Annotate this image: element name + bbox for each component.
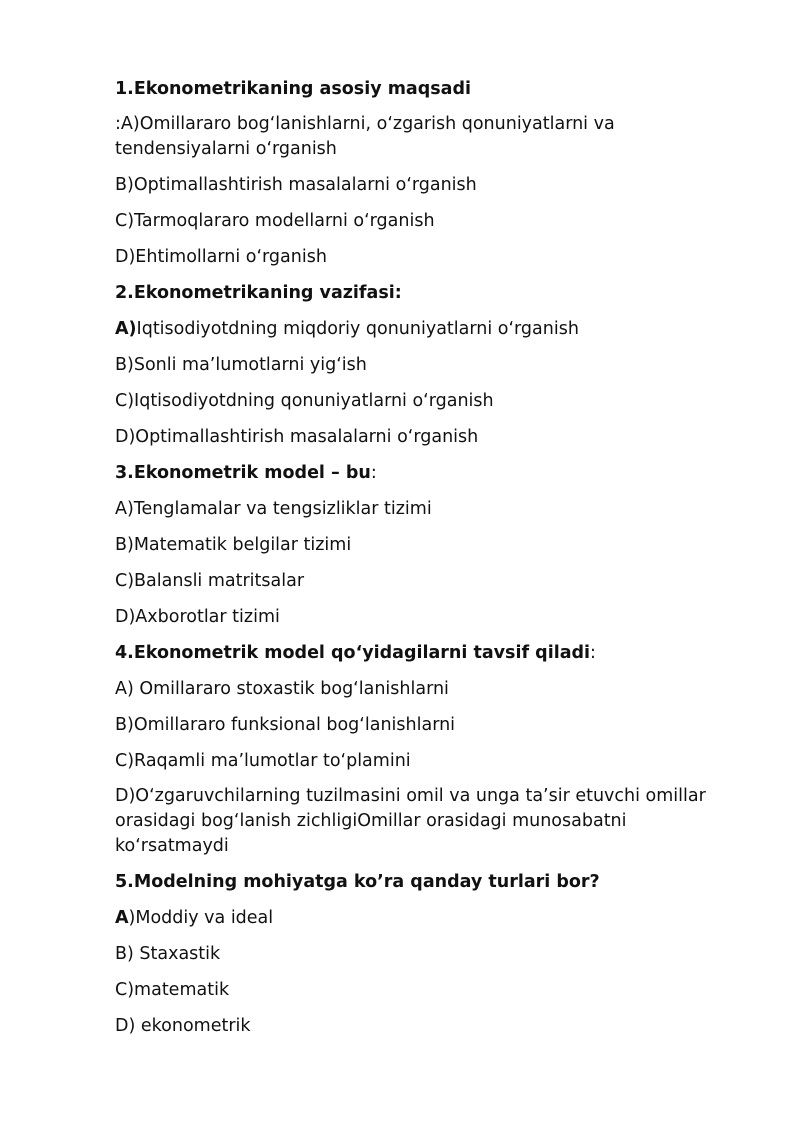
- question-4-option-d: [115, 784, 735, 859]
- question-2-option-b: [115, 352, 735, 378]
- option-text: B)Matematik belgilar tizimi: [115, 535, 352, 555]
- question-2-option-a: [115, 316, 735, 342]
- option-text: D)Axborotlar tizimi: [115, 607, 280, 627]
- option-text: D) ekonometrik: [115, 1016, 251, 1036]
- option-text: )Moddiy va ideal: [128, 908, 274, 928]
- question-1-option-d: [115, 244, 735, 270]
- option-text: D)Ehtimollarni o‘rganish: [115, 247, 327, 267]
- option-text: D)O‘zgaruvchilarning tuzilmasini omil va unga ta’sir etuvchi omillar orasidagi bog‘lanish zichligiOmillar orasidagi munosabatni ko‘rsatmaydi: [115, 786, 706, 856]
- option-text: C)Balansli matritsalar: [115, 571, 305, 591]
- option-text: Iqtisodiyotdning miqdoriy qonuniyatlarni o‘rganish: [136, 319, 579, 339]
- option-text: B) Staxastik: [115, 944, 221, 964]
- question-3-option-c: [115, 568, 735, 594]
- question-2-option-d: [115, 424, 735, 450]
- question-4-title-suffix: :: [590, 643, 596, 663]
- question-1-title: [115, 76, 735, 102]
- question-3-option-a: [115, 496, 735, 522]
- question-5-option-b: [115, 941, 735, 967]
- question-3-title: [115, 460, 735, 486]
- option-text: A)Tenglamalar va tengsizliklar tizimi: [115, 499, 432, 519]
- question-4-title-text: 4.Ekonometrik model qo‘yidagilarni tavsif qiladi: [115, 643, 591, 663]
- question-4-title: [115, 640, 735, 666]
- question-1-option-a: [115, 112, 735, 162]
- question-3-option-d: [115, 604, 735, 630]
- question-1-option-c: [115, 208, 735, 234]
- question-2-title-text: 2.Ekonometrikaning vazifasi:: [115, 283, 402, 303]
- option-text: A) Omillararo stoxastik bog‘lanishlarni: [115, 679, 449, 699]
- question-4-option-c: [115, 748, 735, 774]
- option-text: B)Optimallashtirish masalalarni o‘rganish: [115, 175, 477, 195]
- option-text: C)Iqtisodiyotdning qonuniyatlarni o‘rganish: [115, 391, 494, 411]
- option-text: C)Raqamli ma’lumotlar to‘plamini: [115, 751, 411, 771]
- question-1-title-text: 1.Ekonometrikaning asosiy maqsadi: [115, 79, 472, 99]
- question-4-option-a: [115, 676, 735, 702]
- option-text: B)Sonli ma’lumotlarni yig‘ish: [115, 355, 367, 375]
- question-5-title: [115, 869, 735, 895]
- question-3-option-b: [115, 532, 735, 558]
- question-5-title-text: 5.Modelning mohiyatga ko’ra qanday turlari bor?: [115, 872, 600, 892]
- question-3-title-text: 3.Ekonometrik model – bu: [115, 463, 371, 483]
- option-prefix: A: [115, 908, 129, 928]
- question-2-title: [115, 280, 735, 306]
- option-text: C)matematik: [115, 980, 230, 1000]
- option-text: :A)Omillararo bog‘lanishlarni, o‘zgarish qonuniyatlarni va tendensiyalarni o‘rganish: [115, 114, 615, 159]
- question-5-option-c: [115, 977, 735, 1003]
- question-3-title-suffix: :: [370, 463, 377, 483]
- document-page: [115, 76, 735, 1049]
- question-5-option-a: [115, 905, 735, 931]
- option-text: B)Omillararo funksional bog‘lanishlarni: [115, 715, 456, 735]
- question-5-option-d: [115, 1013, 735, 1039]
- option-text: C)Tarmoqlararo modellarni o‘rganish: [115, 211, 435, 231]
- option-prefix: A): [115, 319, 137, 339]
- question-2-option-c: [115, 388, 735, 414]
- question-4-option-b: [115, 712, 735, 738]
- option-text: D)Optimallashtirish masalalarni o‘rganish: [115, 427, 479, 447]
- question-1-option-b: [115, 172, 735, 198]
